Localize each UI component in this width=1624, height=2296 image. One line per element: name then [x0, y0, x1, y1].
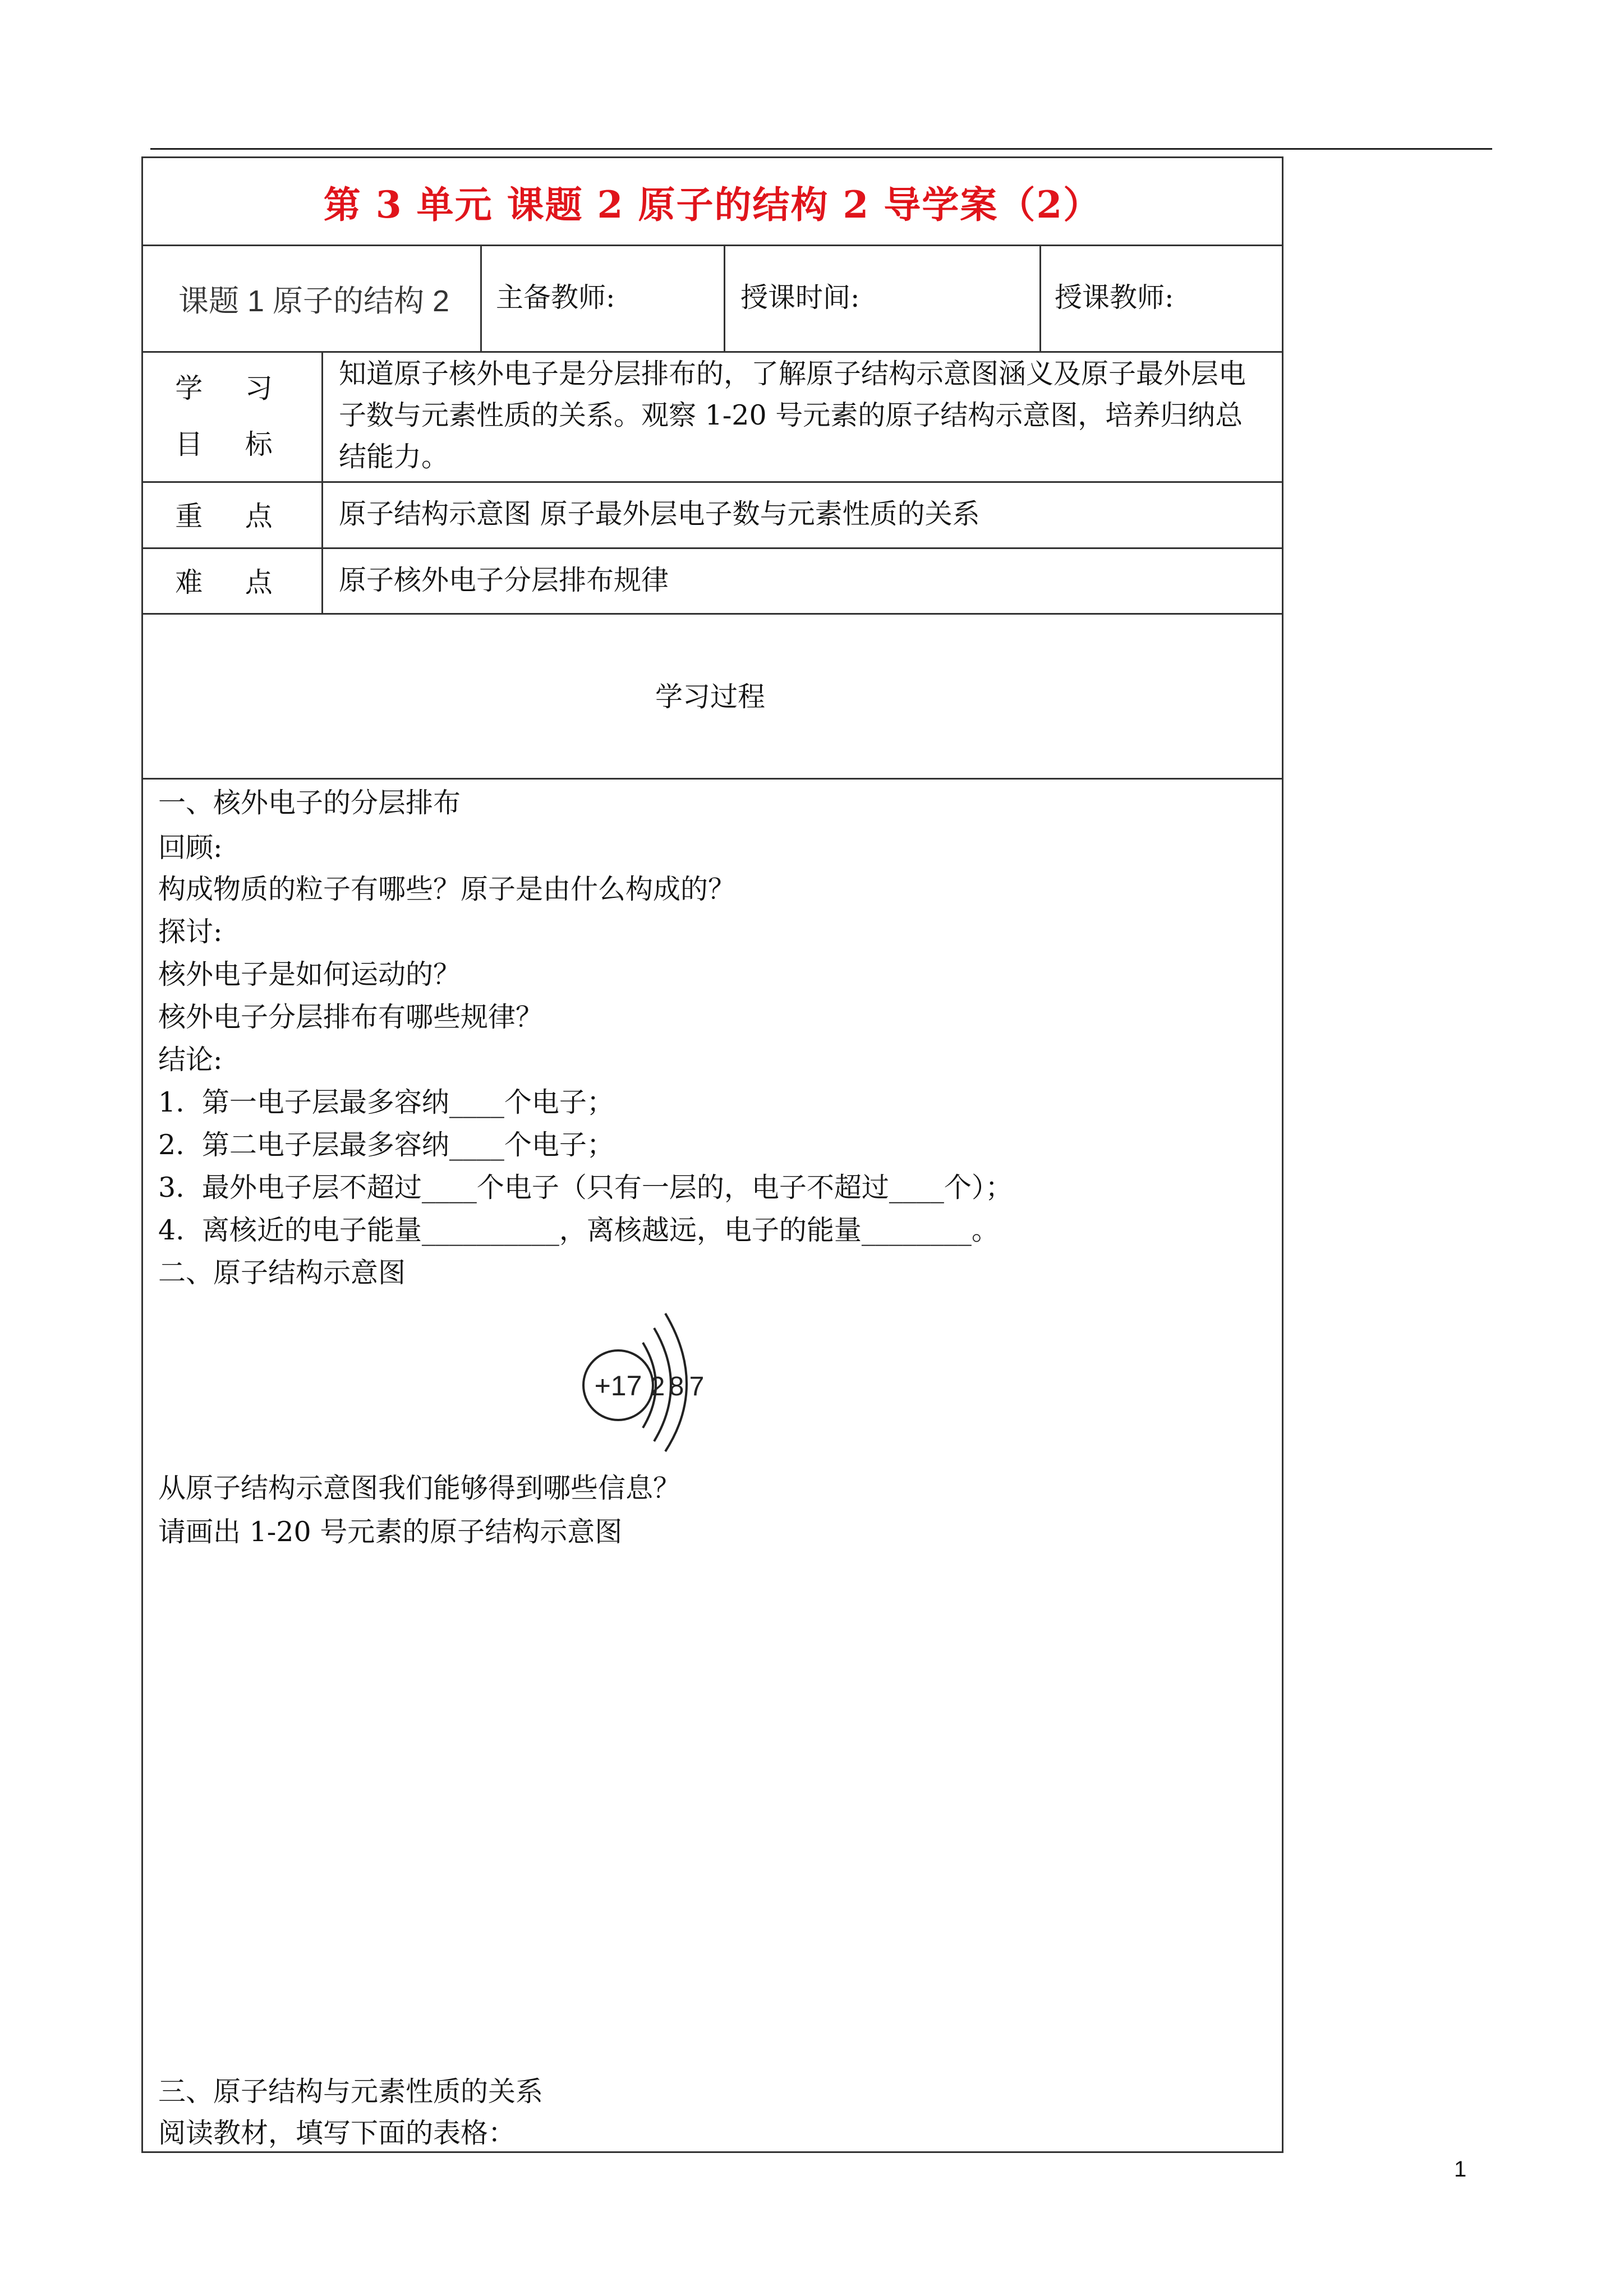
col-divider	[724, 245, 725, 351]
section3-heading: 三、原子结构与元素性质的关系	[158, 2076, 544, 2108]
conclusion-label: 结论:	[158, 1044, 223, 1076]
teacher-cell: 授课教师:	[1055, 282, 1174, 313]
col-divider	[1039, 245, 1041, 351]
review-question: 构成物质的粒子有哪些？原子是由什么构成的？	[158, 873, 736, 905]
lead-teacher-cell: 主备教师:	[496, 282, 615, 313]
discuss-question: 核外电子分层排布有哪些规律？	[158, 1001, 544, 1033]
page-number: 1	[1454, 2157, 1467, 2182]
lesson-time-cell: 授课时间:	[740, 282, 860, 313]
row-divider	[141, 245, 1283, 246]
rule-item: 4. 离核近的电子能量__________，离核越远，电子的能量________。	[158, 1214, 999, 1246]
goals-text: 知道原子核外电子是分层排布的，了解原子结构示意图涵义及原子最外层电子数与元素性质的关系。观察 1-20 号元素的原子结构示意图，培养归纳总结能力。	[339, 358, 1246, 473]
shell-electron-count: 8	[669, 1372, 684, 1401]
drawing-task: 请画出 1-20 号元素的原子结构示意图	[158, 1516, 623, 1548]
rule-item: 3. 最外电子层不超过____个电子（只有一层的，电子不超过____个）；	[158, 1172, 1013, 1204]
rule-item: 1. 第一电子层最多容纳____个电子；	[158, 1086, 614, 1118]
row-divider	[141, 613, 1283, 615]
nucleus-charge: +17	[594, 1370, 642, 1401]
key-point-label: 重 点	[175, 500, 289, 532]
shell-electron-count: 2	[650, 1372, 665, 1401]
rule-item: 2. 第二电子层最多容纳____个电子；	[158, 1129, 614, 1161]
atom-structure-diagram	[578, 1301, 724, 1453]
section1-heading: 一、核外电子的分层排布	[158, 787, 461, 819]
key-point-text: 原子结构示意图 原子最外层电子数与元素性质的关系	[339, 498, 980, 530]
row-divider	[141, 351, 1283, 353]
discuss-label: 探讨:	[158, 916, 223, 948]
col-divider	[321, 351, 323, 613]
discuss-question: 核外电子是如何运动的？	[158, 958, 461, 990]
shell-electron-count: 7	[689, 1372, 705, 1401]
process-heading: 学习过程	[655, 681, 766, 713]
document-title: 第 3 单元 课题 2 原子的结构 2 导学案（2）	[323, 182, 1102, 227]
top-rule	[150, 148, 1492, 150]
difficulty-label: 难 点	[175, 566, 289, 598]
topic-cell: 课题 1 原子的结构 2	[178, 284, 450, 318]
review-label: 回顾:	[158, 832, 223, 864]
goals-label: 学 习 目 标	[175, 372, 289, 460]
difficulty-text: 原子核外电子分层排布规律	[339, 564, 669, 596]
section3-instruction: 阅读教材，填写下面的表格：	[158, 2117, 516, 2149]
diagram-question: 从原子结构示意图我们能够得到哪些信息？	[158, 1472, 681, 1504]
col-divider	[480, 245, 482, 351]
section2-heading: 二、原子结构示意图	[158, 1257, 406, 1289]
row-divider	[141, 778, 1283, 780]
